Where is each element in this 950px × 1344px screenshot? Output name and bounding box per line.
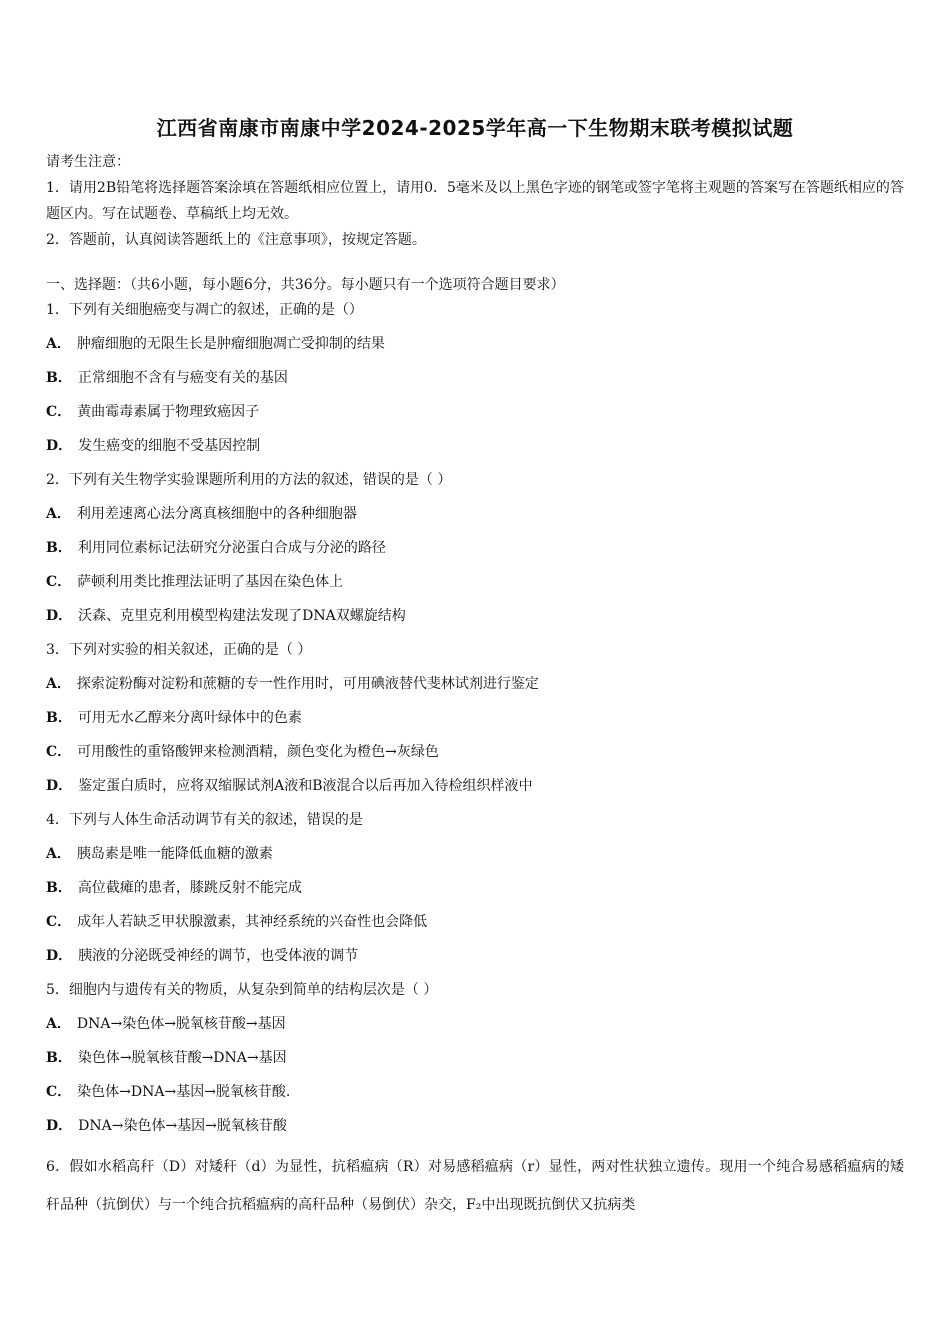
- document-title: 江西省南康市南康中学2024-2025学年高一下生物期末联考模拟试题: [156, 116, 794, 140]
- option-text: 黄曲霉毒素属于物理致癌因子: [77, 404, 260, 420]
- question-1-option-a: [46, 332, 385, 356]
- question-4-option-d: [46, 944, 358, 968]
- question-3-option-c: [46, 740, 439, 764]
- question-5-option-c: [46, 1080, 290, 1104]
- option-text: 肿瘤细胞的无限生长是肿瘤细胞凋亡受抑制的结果: [76, 336, 385, 352]
- option-label: A．: [46, 676, 71, 692]
- question-1-option-d: [46, 434, 260, 458]
- question-2-option-c: [46, 570, 343, 594]
- option-text: 胰岛素是唯一能降低血糖的激素: [76, 846, 273, 862]
- question-6-stem: 6．假如水稻高秆（D）对矮秆（d）为显性，抗稻瘟病（R）对易感稻瘟病（r）显性，两对性状独立遗传。现用一个纯合易感稻瘟病的矮秆品种（抗倒伏）与一个纯合抗稻瘟病的高秆品种（易倒伏）杂交，F₂中出现既抗倒伏又抗病类: [46, 1159, 904, 1213]
- option-text: 鉴定蛋白质时，应将双缩脲试剂A液和B液混合以后再加入待检组织样液中: [78, 778, 533, 794]
- question-4-option-b: [46, 876, 302, 900]
- question-4-option-c: [46, 910, 427, 934]
- option-text: 染色体→脱氧核苷酸→DNA→基因: [77, 1050, 287, 1066]
- question-1-stem: 1．下列有关细胞癌变与凋亡的叙述，正确的是（）: [46, 302, 363, 318]
- option-label: B．: [46, 880, 72, 896]
- option-text: DNA→染色体→基因→脱氧核苷酸: [78, 1118, 287, 1134]
- question-1-option-b: [46, 366, 288, 390]
- option-text: 成年人若缺乏甲状腺激素，其神经系统的兴奋性也会降低: [77, 914, 428, 930]
- option-text: 可用无水乙醇来分离叶绿体中的色素: [77, 710, 302, 726]
- question-2-stem: 2．下列有关生物学实验课题所利用的方法的叙述，错误的是（ ）: [46, 472, 452, 488]
- option-label: C．: [46, 914, 72, 930]
- section-heading: 一、选择题：（共6小题，每小题6分，共36分。每小题只有一个选项符合题目要求）: [46, 277, 565, 293]
- question-2-option-d: [46, 604, 406, 628]
- option-label: D．: [46, 438, 73, 454]
- option-text: 探索淀粉酶对淀粉和蔗糖的专一性作用时，可用碘液替代斐林试剂进行鉴定: [76, 676, 539, 692]
- option-text: 利用差速离心法分离真核细胞中的各种细胞器: [76, 506, 357, 522]
- option-label: A．: [46, 506, 71, 522]
- option-label: B．: [46, 370, 72, 386]
- option-text: 沃森、克里克利用模型构建法发现了DNA双螺旋结构: [78, 608, 406, 624]
- option-text: 可用酸性的重铬酸钾来检测酒精，颜色变化为橙色→灰绿色: [77, 744, 439, 760]
- option-label: B．: [46, 710, 72, 726]
- question-1-option-c: [46, 400, 259, 424]
- notice-block: [46, 149, 906, 253]
- question-3-option-a: [46, 672, 539, 696]
- option-text: 高位截瘫的患者，膝跳反射不能完成: [77, 880, 302, 896]
- option-text: DNA→染色体→脱氧核苷酸→基因: [76, 1016, 286, 1032]
- option-label: D．: [46, 778, 73, 794]
- question-5-stem: 5．细胞内与遗传有关的物质，从复杂到简单的结构层次是（ ）: [46, 982, 438, 998]
- option-text: 利用同位素标记法研究分泌蛋白合成与分泌的路径: [77, 540, 386, 556]
- option-label: A．: [46, 336, 71, 352]
- option-text: 萨顿利用类比推理法证明了基因在染色体上: [77, 574, 344, 590]
- question-3-stem: 3．下列对实验的相关叙述，正确的是（ ）: [46, 642, 312, 658]
- option-text: 发生癌变的细胞不受基因控制: [78, 438, 261, 454]
- option-label: C．: [46, 574, 72, 590]
- question-5-option-a: [46, 1012, 286, 1036]
- question-2-option-a: [46, 502, 357, 526]
- option-label: A．: [46, 846, 71, 862]
- question-4-option-a: [46, 842, 273, 866]
- option-label: D．: [46, 1118, 73, 1134]
- option-label: B．: [46, 540, 72, 556]
- question-4-stem: 4．下列与人体生命活动调节有关的叙述，错误的是: [46, 812, 363, 828]
- option-text: 正常细胞不含有与癌变有关的基因: [77, 370, 288, 386]
- option-label: D．: [46, 948, 73, 964]
- question-3-option-b: [46, 706, 302, 730]
- notice-item-1: 1．请用2B铅笔将选择题答案涂填在答题纸相应位置上，请用0．5毫米及以上黑色字迹的钢笔或签字笔将主观题的答案写在答题纸相应的答题区内。写在试题卷、草稿纸上均无效。: [46, 180, 904, 222]
- question-5-option-b: [46, 1046, 287, 1070]
- notice-heading: 请考生注意：: [46, 154, 130, 170]
- option-label: C．: [46, 404, 72, 420]
- question-5-option-d: [46, 1114, 287, 1138]
- question-3-option-d: [46, 774, 533, 798]
- question-2-option-b: [46, 536, 386, 560]
- option-label: D．: [46, 608, 73, 624]
- notice-item-2: 2．答题前，认真阅读答题纸上的《注意事项》，按规定答题。: [46, 232, 426, 248]
- option-text: 染色体→DNA→基因→脱氧核苷酸.: [77, 1084, 291, 1100]
- option-text: 胰液的分泌既受神经的调节，也受体液的调节: [78, 948, 359, 964]
- option-label: C．: [46, 744, 72, 760]
- option-label: A．: [46, 1016, 71, 1032]
- option-label: B．: [46, 1050, 72, 1066]
- option-label: C．: [46, 1084, 72, 1100]
